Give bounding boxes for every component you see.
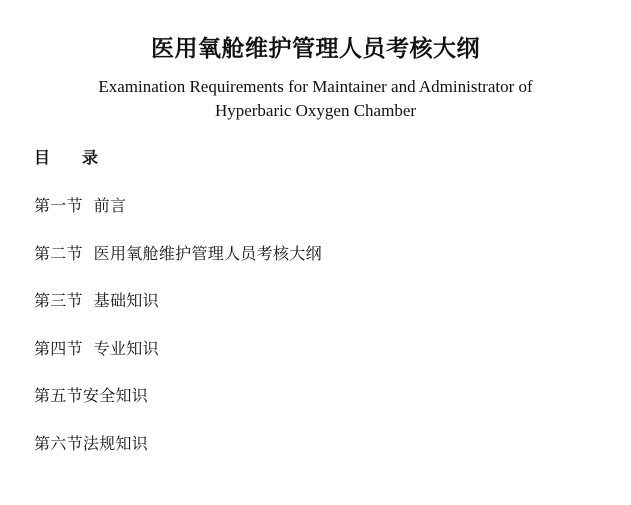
toc-item-2: 第二节 医用氧舱维护管理人员考核大纲 xyxy=(34,243,322,263)
subtitle-line-2: Hyperbaric Oxygen Chamber xyxy=(214,101,417,120)
toc-item-6: 第六节法规知识 xyxy=(34,433,149,453)
document-subtitle xyxy=(60,75,571,123)
toc-item-3: 第三节 基础知识 xyxy=(34,291,159,310)
document-title: 医用氧舱维护管理人员考核大纲 xyxy=(151,35,480,62)
toc-item-5: 第五节安全知识 xyxy=(34,386,149,405)
subtitle-line-1: Examination Requirements for Maintainer and Administrator of xyxy=(98,77,533,96)
toc-list xyxy=(34,194,322,479)
toc-heading: 目 录 xyxy=(34,148,99,167)
toc-item-1: 第一节 前言 xyxy=(34,196,127,215)
toc-item-4: 第四节 专业知识 xyxy=(34,338,159,358)
